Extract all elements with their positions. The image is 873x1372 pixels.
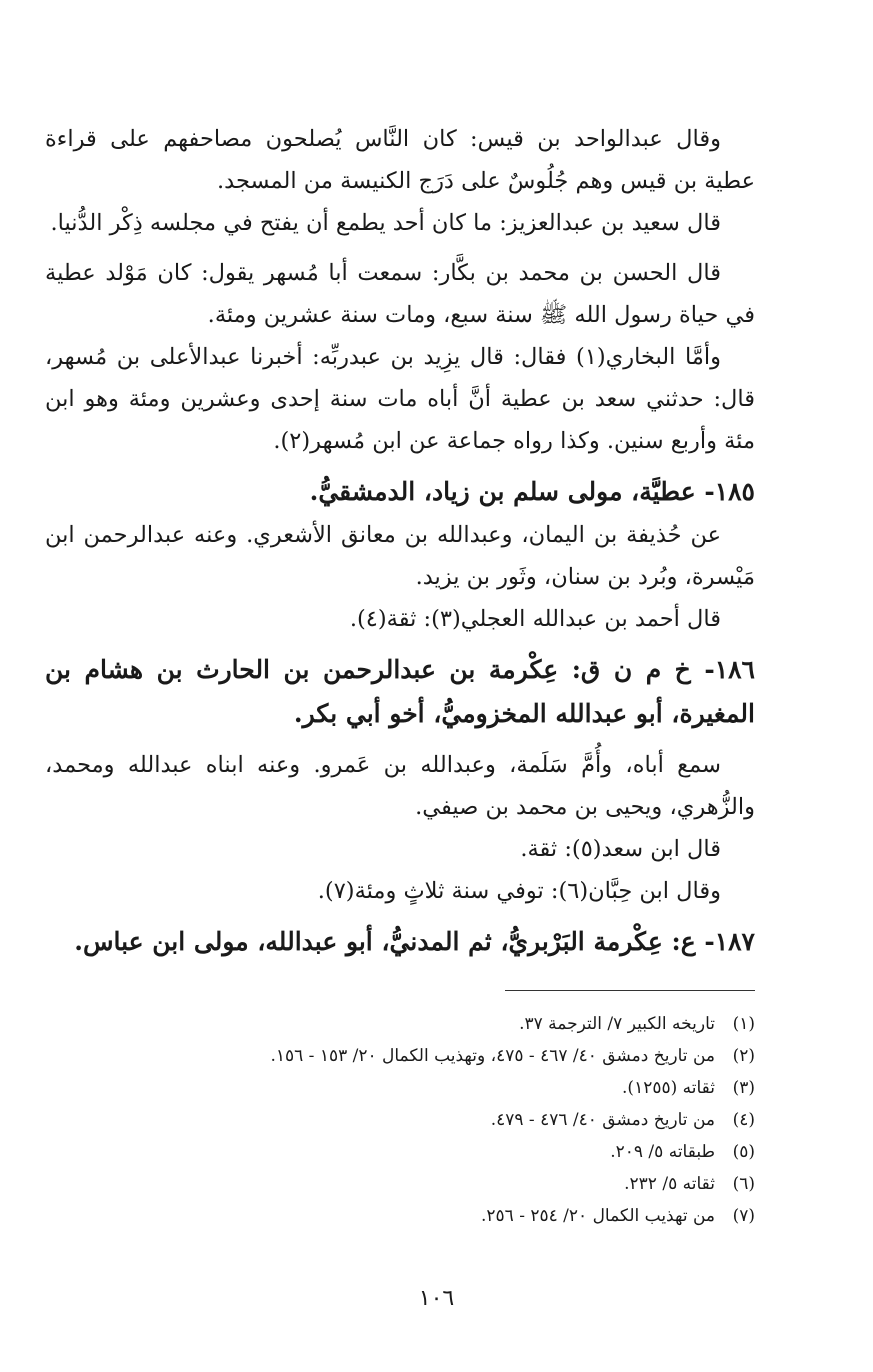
paragraph-ibn-hibban: وقال ابن حِبَّان(٦): توفي سنة ثلاثٍ ومئة(٧). bbox=[317, 878, 721, 904]
footnote-item bbox=[55, 1168, 755, 1200]
footnote-number: (٤) bbox=[732, 1110, 755, 1130]
paragraph-narrators-186: سمع أباه، وأُمَّ سَلَمة، وعبدالله بن عَمرو. وعنه ابناه عبدالله ومحمد، والزُّهري، ويحيى بن محمد بن صيفي. bbox=[45, 752, 755, 820]
paragraph-narrators-185: عن حُذيفة بن اليمان، وعبدالله بن معانق الأشعري. وعنه عبدالرحمن ابن مَيْسرة، وبُرد بن سنان، وثَور بن يزيد. bbox=[45, 522, 755, 590]
footnote-item bbox=[55, 1104, 755, 1136]
footnote-item bbox=[55, 1008, 755, 1040]
footnote-text: تاريخه الكبير ٧/ الترجمة ٣٧. bbox=[519, 1014, 715, 1034]
footnote-number: (١) bbox=[732, 1014, 755, 1034]
footnote-item bbox=[55, 1200, 755, 1232]
footnote-text: من تهذيب الكمال ٢٠/ ٢٥٤ - ٢٥٦. bbox=[480, 1206, 715, 1226]
entry-heading-187: ١٨٧- ع: عِكْرمة البَرْبريُّ، ثم المدنيُّ، أبو عبدالله، مولى ابن عباس. bbox=[74, 927, 755, 956]
footnote-number: (٦) bbox=[732, 1174, 755, 1194]
paragraph-saeed: قال سعيد بن عبدالعزيز: ما كان أحد يطمع أن يفتح في مجلسه ذِكْر الدُّنيا. bbox=[50, 210, 721, 236]
footnote-item bbox=[55, 1136, 755, 1168]
footnote-item bbox=[55, 1040, 755, 1072]
footnote-item bbox=[55, 1072, 755, 1104]
paragraph-bukhari: وأمَّا البخاري(١) فقال: قال يزِيد بن عبدربِّه: أخبرنا عبدالأعلى بن مُسهر، قال: حدثني سعد بن عطية أنَّ أباه مات سنة إحدى وعشرين ومئة وهو ابن مئة وأربع سنين. وكذا رواه جماعة عن ابن مُسهر(٢). bbox=[45, 344, 755, 454]
footnote-number: (٥) bbox=[732, 1142, 755, 1162]
paragraph-abdulwahid: وقال عبدالواحد بن قيس: كان النَّاس يُصلحون مصاحفهم على قراءة عطية بن قيس وهم جُلُوسٌ على دَرَج الكنيسة من المسجد. bbox=[45, 126, 755, 194]
page-number: ١٠٦ bbox=[418, 1286, 455, 1311]
footnote-number: (٧) bbox=[732, 1206, 755, 1226]
footnote-text: طبقاته ٥/ ٢٠٩. bbox=[610, 1142, 715, 1162]
footnote-number: (٢) bbox=[732, 1046, 755, 1066]
footnote-separator bbox=[505, 990, 755, 991]
footnote-text: من تاريخ دمشق ٤٠/ ٤٧٦ - ٤٧٩. bbox=[490, 1110, 715, 1130]
paragraph-ibn-saad: قال ابن سعد(٥): ثقة. bbox=[520, 836, 721, 862]
paragraph-ijli: قال أحمد بن عبدالله العجلي(٣): ثقة(٤). bbox=[349, 606, 721, 632]
main-text bbox=[45, 118, 755, 964]
entry-heading-186: ١٨٦- خ م ن ق: عِكْرمة بن عبدالرحمن بن الحارث بن هشام بن المغيرة، أبو عبدالله المخزوميُّ، أخو أبي بكر. bbox=[45, 655, 755, 728]
footnote-text: من تاريخ دمشق ٤٠/ ٤٦٧ - ٤٧٥، وتهذيب الكمال ٢٠/ ١٥٣ - ١٥٦. bbox=[270, 1046, 715, 1066]
footnotes bbox=[55, 1008, 755, 1232]
entry-heading-185: ١٨٥- عطيَّة، مولى سلم بن زياد، الدمشقيُّ. bbox=[309, 477, 755, 506]
paragraph-hasan: قال الحسن بن محمد بن بكَّار: سمعت أبا مُسهر يقول: كان مَوْلد عطية في حياة رسول الله ﷺ سنة سبع، ومات سنة عشرين ومئة. bbox=[45, 260, 755, 328]
footnote-number: (٣) bbox=[732, 1078, 755, 1098]
footnote-text: ثقاته ٥/ ٢٣٢. bbox=[624, 1174, 715, 1194]
footnote-text: ثقاته (١٢٥٥). bbox=[622, 1078, 715, 1098]
